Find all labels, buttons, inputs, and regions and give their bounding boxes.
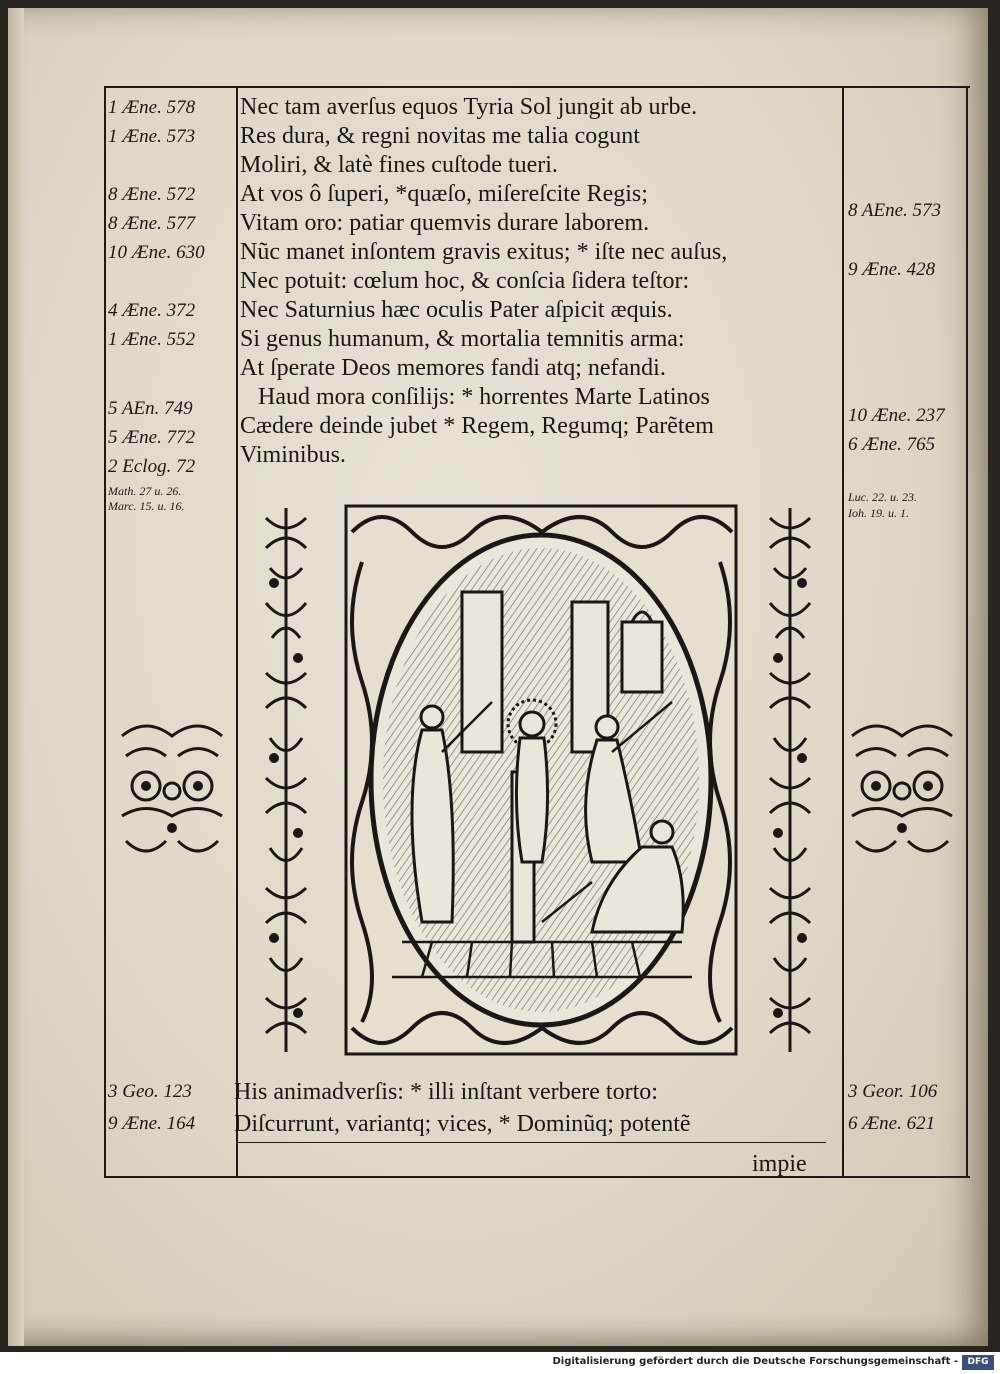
- margin-reference: 3 Geor. 106: [848, 1081, 938, 1102]
- verse-line: Nec Saturnius hæc oculis Pater aſpicit æquis.: [240, 297, 673, 323]
- verse-line: Si genus humanum, & mortalia temnitis arma:: [240, 326, 685, 352]
- left-margin-ornament: [116, 716, 228, 866]
- dfg-logo: DFG: [962, 1355, 994, 1370]
- verse-line: His animadverſis: * illi inſtant verbere torto:: [234, 1079, 658, 1105]
- verse-line: Nũc manet inſontem gravis exitus; * iſte nec auſus,: [240, 239, 728, 265]
- margin-reference: 10 Æne. 237: [848, 405, 945, 426]
- verse-line: Haud mora conſilijs: * horrentes Marte Latinos: [258, 384, 710, 410]
- verse-line: Nec tam averſus equos Tyria Sol jungit ab urbe.: [240, 94, 698, 120]
- footer-credit: Digitalisierung gefördert durch die Deutsche Forschungsgemeinschaft -: [552, 1356, 958, 1367]
- margin-reference: 8 Æne. 572: [108, 184, 196, 205]
- margin-reference: 4 Æne. 372: [108, 300, 196, 321]
- verse-line: Moliri, & latè fines cuſtode tueri.: [240, 152, 558, 178]
- margin-reference-small: Math. 27 u. 26.: [108, 484, 182, 498]
- verse-line: Vitam oro: patiar quemvis durare laborem.: [240, 210, 650, 236]
- frame-right-rule: [966, 86, 968, 1178]
- page-edge: [8, 8, 24, 1346]
- verse-line: Diſcurrunt, variantq; vices, * Dominũq; potentẽ: [234, 1111, 691, 1137]
- margin-reference: 5 Æne. 772: [108, 427, 196, 448]
- right-decorative-border: [766, 508, 814, 1052]
- margin-reference: 1 Æne. 578: [108, 97, 196, 118]
- margin-reference: 2 Eclog. 72: [108, 456, 196, 477]
- frame-top-rule: [104, 86, 970, 88]
- left-column-rule: [236, 86, 238, 1178]
- margin-reference: 1 Æne. 573: [108, 126, 196, 147]
- margin-reference: 9 Æne. 164: [108, 1113, 196, 1134]
- verse-line: Viminibus.: [240, 442, 346, 468]
- catchword: impie: [752, 1151, 807, 1177]
- margin-reference: 8 AEne. 573: [848, 200, 942, 221]
- margin-reference: 8 Æne. 577: [108, 213, 196, 234]
- woodcut-illustration: [342, 502, 740, 1058]
- verse-line: Nec potuit: cœlum hoc, & conſcia ſidera teſtor:: [240, 268, 690, 294]
- verse-line: Res dura, & regni novitas me talia cogunt: [240, 123, 640, 149]
- text-underline-rule: [236, 1142, 826, 1143]
- left-decorative-border: [262, 508, 310, 1052]
- verse-line: At vos ô ſuperi, *quæſo, miſereſcite Regis;: [240, 181, 648, 207]
- margin-reference-small: Ioh. 19. u. 1.: [848, 506, 909, 520]
- margin-reference: 6 Æne. 621: [848, 1113, 936, 1134]
- verse-line: At ſperate Deos memores fandi atq; nefandi.: [240, 355, 666, 381]
- frame-left-rule: [104, 86, 106, 1178]
- right-column-rule: [842, 86, 844, 1178]
- margin-reference-small: Luc. 22. u. 23.: [848, 490, 917, 504]
- margin-reference-small: Marc. 15. u. 16.: [108, 499, 185, 513]
- right-margin-ornament: [846, 716, 958, 866]
- margin-reference: 6 Æne. 765: [848, 434, 936, 455]
- margin-reference: 3 Geo. 123: [108, 1081, 192, 1102]
- margin-reference: 1 Æne. 552: [108, 329, 196, 350]
- frame-bottom-rule: [104, 1176, 970, 1178]
- margin-reference: 9 Æne. 428: [848, 259, 936, 280]
- footer-bar: [0, 1352, 1000, 1374]
- margin-reference: 10 Æne. 630: [108, 242, 205, 263]
- verse-line: Cædere deinde jubet * Regem, Regumq; Parẽtem: [240, 413, 714, 439]
- margin-reference: 5 AEn. 749: [108, 398, 193, 419]
